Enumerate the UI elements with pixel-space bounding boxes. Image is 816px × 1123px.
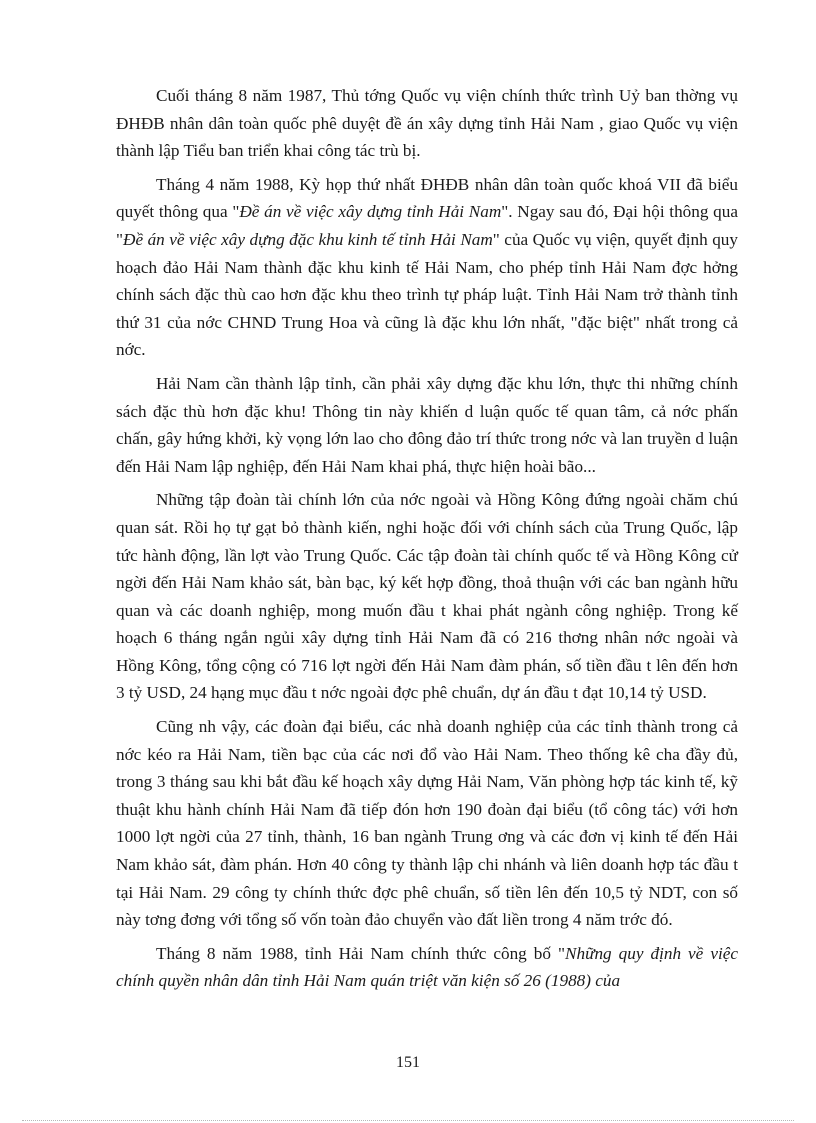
footer-divider [22,1120,794,1121]
italic-title: Đề án về việc xây dựng tỉnh Hải Nam [239,202,502,222]
text-run: " của Quốc vụ viện, quyết định quy hoạch đảo Hải Nam thành đặc khu kinh tế Hải Nam, cho phép tỉnh Hải Nam đợc hởng chính sách đặc thù cao hơn đặc khu theo trình tự pháp luật. Tỉnh Hải Nam trở thành tỉnh thứ 31 của nớc CHND Trung Hoa và cũng là đặc khu lớn nhất, "đặc biệt" nhất trong cả nớc. [116,229,738,360]
paragraph-2 [116,171,738,364]
text-run: Cũng nh vậy, các đoàn đại biểu, các nhà doanh nghiệp của các tỉnh thành trong cả nớc kéo ra Hải Nam, tiền bạc của các nơi đổ vào Hải Nam. Theo thống kê cha đầy đủ, trong 3 tháng sau khi bắt đầu kế hoạch xây dựng Hải Nam, Văn phòng hợp tác kinh tế, kỹ thuật khu hành chính Hải Nam đã tiếp đón hơn 190 đoàn đại biểu (tổ công tác) với hơn 1000 lợt ngời của 27 tỉnh, thành, 16 ban ngành Trung ơng và các đơn vị kinh tế đến Hải Nam khảo sát, đàm phán. Hơn 40 công ty thành lập chi nhánh và liên doanh hợp tác đầu t tại Hải Nam. 29 công ty chính thức đợc phê chuẩn, số tiền lên đến 10,5 tỷ NDT, con số này tơng đơng với tổng số vốn toàn đảo chuyển vào đất liền trong 4 năm trớc đó. [116,717,738,930]
text-run: Hải Nam cần thành lập tỉnh, cần phải xây dựng đặc khu lớn, thực thi những chính sách đặc thù hơn đặc khu! Thông tin này khiến d luận quốc tế quan tâm, cả nớc phấn chấn, gây hứng khởi, kỳ vọng lớn lao cho đông đảo trí thức trong nớc và lan truyền d luận đến Hải Nam lập nghiệp, đến Hải Nam khai phá, thực hiện hoài bão... [116,373,738,476]
text-run: Cuối tháng 8 năm 1987, Thủ tớng Quốc vụ viện chính thức trình Uỷ ban thờng vụ ĐHĐB nhân dân toàn quốc phê duyệt đề án xây dựng tỉnh Hải Nam , giao Quốc vụ viện thành lập Tiểu ban triển khai công tác trù bị. [116,86,738,161]
text-run: Tháng 4 năm 1988, Kỳ họp thứ nhất ĐHĐB nhân dân toàn quốc khoá VII đã biểu quyết thông qua " [116,174,738,222]
italic-title: Đề án về việc xây dựng đặc khu kinh tế tỉnh Hải Nam [123,229,493,249]
text-run: Những tập đoàn tài chính lớn của nớc ngoài và Hồng Kông đứng ngoài chăm chú quan sát. Rồi họ tự gạt bỏ thành kiến, nghi hoặc đối với chính sách của Trung Quốc, lập tức hành động, lần lợt vào Trung Quốc. Các tập đoàn tài chính quốc tế và Hồng Kông cử ngời đến Hải Nam khảo sát, bàn bạc, ký kết hợp đồng, thoả thuận với các ban ngành hữu quan và các doanh nghiệp, mong muốn đầu t khai phát ngành công nghiệp. Trong kế hoạch 6 tháng ngắn ngủi xây dựng tỉnh Hải Nam đã có 216 thơng nhân nớc ngoài và Hồng Kông, tổng cộng có 716 lợt ngời đến Hải Nam đàm phán, số tiền đầu t lên đến hơn 3 tỷ USD, 24 hạng mục đầu t nớc ngoài đợc phê chuẩn, dự án đầu t đạt 10,14 tỷ USD. [116,490,738,703]
italic-title: Những quy định về việc chính quyền nhân dân tỉnh Hải Nam quán triệt văn kiện số 26 (1988) của [116,943,738,991]
page-number: 151 [396,1054,420,1071]
paragraph-3 [116,370,738,480]
paragraph-5 [116,713,738,934]
paragraph-6 [116,940,738,995]
document-body [116,82,738,1001]
text-run: Tháng 8 năm 1988, tỉnh Hải Nam chính thức công bố " [156,943,566,963]
text-run: ". Ngay sau đó, Đại hội thông qua " [116,202,738,249]
paragraph-4 [116,486,738,707]
paragraph-1 [116,82,738,165]
